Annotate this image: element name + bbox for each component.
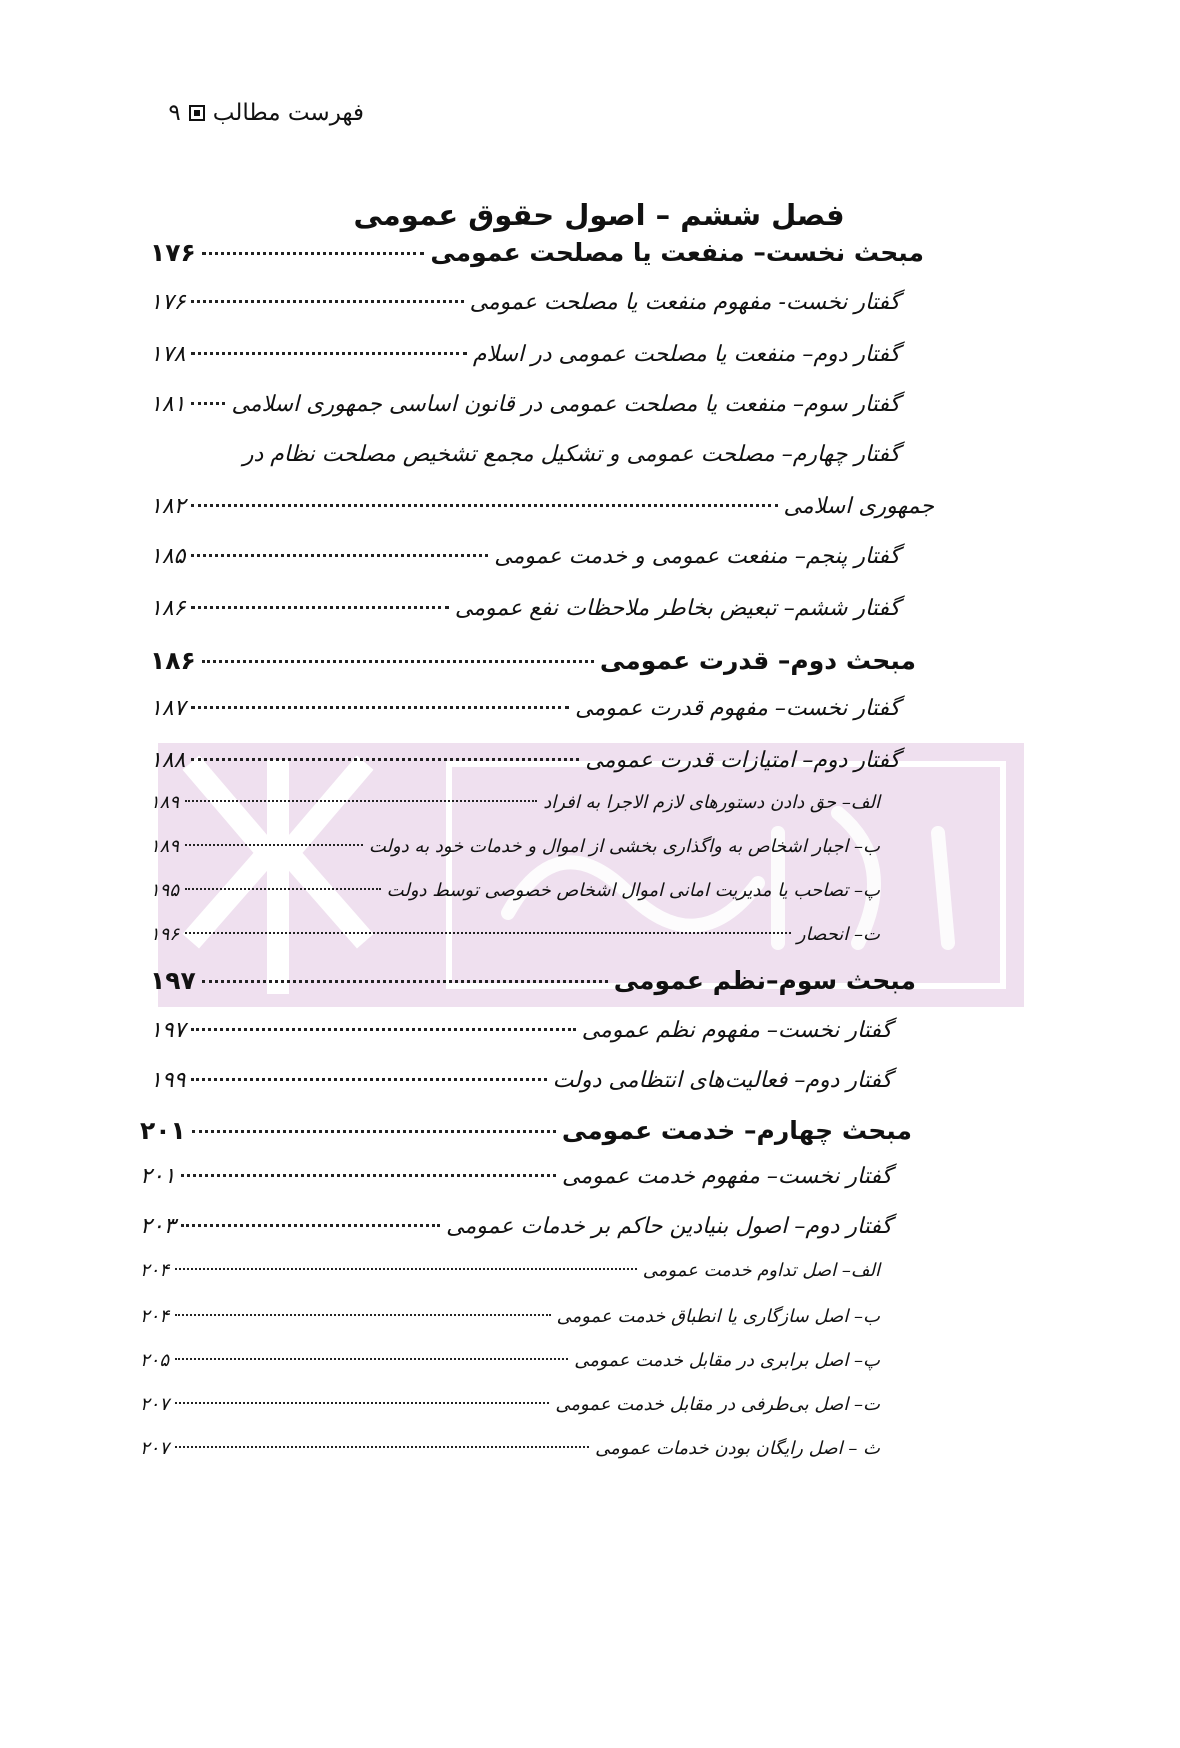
toc-entry-title: مبحث سوم–نظم عمومی xyxy=(613,966,916,995)
dot-leader xyxy=(175,1268,637,1270)
toc-entry-title: الف– حق دادن دستورهای لازم الاجرا به افراد xyxy=(543,792,880,813)
toc-page-number: ۱۸۷ xyxy=(150,696,186,721)
toc-page-number: ۲۰۳ xyxy=(140,1214,176,1239)
dot-leader xyxy=(185,844,363,846)
running-head xyxy=(140,100,364,126)
toc-page-number: ۱۸۱ xyxy=(150,392,186,417)
dot-leader xyxy=(202,252,425,255)
dot-leader xyxy=(191,606,448,609)
toc-entry-row xyxy=(150,544,900,569)
toc-page-number: ۱۷۶ xyxy=(150,238,196,267)
toc-entry-row xyxy=(150,924,880,945)
toc-page-number: ۲۰۴ xyxy=(140,1306,170,1327)
toc-page-number: ۲۰۵ xyxy=(140,1350,170,1371)
toc-page-number: ۱۸۹ xyxy=(150,836,180,857)
toc-entry-title: گفتار ششم– تبعیض بخاطر ملاحظات نفع عمومی xyxy=(454,596,900,621)
toc-entry-row xyxy=(140,1394,880,1415)
toc-page-number: ۲۰۱ xyxy=(140,1116,186,1145)
toc-entry-title: گفتار چهارم– مصلحت عمومی و تشکیل مجمع تشخیص مصلحت نظام در xyxy=(242,442,900,467)
toc-entry-row xyxy=(150,342,900,367)
toc-entry-title: گفتار دوم– امتیازات قدرت عمومی xyxy=(585,748,900,773)
toc-page-number: ۱۷۸ xyxy=(150,342,186,367)
dot-leader xyxy=(181,1174,556,1177)
toc-section-row xyxy=(150,646,916,675)
toc-entry-title: ت– اصل بی‌طرفی در مقابل خدمت عمومی xyxy=(555,1394,880,1415)
toc-section-row xyxy=(150,966,916,995)
dot-leader xyxy=(191,758,579,761)
dot-leader xyxy=(185,932,791,934)
toc-page-number: ۲۰۷ xyxy=(140,1438,170,1459)
toc-entry-title: گفتار سوم– منفعت یا مصلحت عمومی در قانون اساسی جمهوری اسلامی xyxy=(231,392,900,417)
toc-page-number: ۱۹۵ xyxy=(150,880,180,901)
dot-leader xyxy=(202,660,594,663)
toc-entry-row xyxy=(150,836,880,857)
toc-page-number: ۱۸۹ xyxy=(150,792,180,813)
dot-leader xyxy=(191,352,466,355)
running-head-page-number: ۹ xyxy=(168,100,181,126)
toc-entry-row xyxy=(150,494,934,519)
dot-leader xyxy=(191,706,569,709)
dot-leader xyxy=(191,402,225,405)
square-icon xyxy=(189,105,205,121)
toc-page-number: ۲۰۷ xyxy=(140,1394,170,1415)
toc-entry-title: ت– انحصار xyxy=(796,924,880,945)
toc-entry-title: جمهوری اسلامی xyxy=(783,494,934,519)
toc-entry-title: ث – اصل رایگان بودن خدمات عمومی xyxy=(595,1438,880,1459)
toc-entry-row xyxy=(150,696,900,721)
toc-entry-row xyxy=(140,1214,892,1239)
dot-leader xyxy=(192,1130,556,1133)
toc-entry-title: گفتار دوم– منفعت یا مصلحت عمومی در اسلام xyxy=(472,342,900,367)
toc-section-row xyxy=(150,238,924,267)
toc-entry-row xyxy=(150,748,900,773)
dot-leader xyxy=(175,1314,551,1316)
toc-page-number: ۱۹۶ xyxy=(150,924,180,945)
toc-entry-row xyxy=(150,792,880,813)
toc-entry-row xyxy=(150,392,900,417)
toc-page-number: ۱۸۸ xyxy=(150,748,186,773)
toc-entry-row xyxy=(150,596,900,621)
toc-entry-row xyxy=(140,1164,892,1189)
toc-page-number: ۱۸۶ xyxy=(150,646,196,675)
toc-entry-title: پ– اصل برابری در مقابل خدمت عمومی xyxy=(574,1350,880,1371)
dot-leader xyxy=(191,300,463,303)
toc-page-number: ۱۷۶ xyxy=(150,290,186,315)
toc-entry-title: گفتار نخست- مفهوم منفعت یا مصلحت عمومی xyxy=(469,290,900,315)
toc-entry-title: مبحث چهارم– خدمت عمومی xyxy=(561,1116,912,1145)
dot-leader xyxy=(185,800,537,802)
toc-entry-title: مبحث نخست– منفعت یا مصلحت عمومی xyxy=(430,238,924,267)
toc-entry-title: گفتار نخست– مفهوم خدمت عمومی xyxy=(562,1164,892,1189)
toc-page-number: ۱۹۷ xyxy=(150,966,196,995)
dot-leader xyxy=(191,1028,575,1031)
toc-entry-title: پ– تصاحب یا مدیریت امانی اموال اشخاص خصوصی توسط دولت xyxy=(386,880,880,901)
toc-entry-title: گفتار نخست– مفهوم قدرت عمومی xyxy=(575,696,900,721)
toc-page-number: ۲۰۴ xyxy=(140,1260,170,1281)
toc-entry-row xyxy=(150,880,880,901)
toc-page-number: ۱۸۶ xyxy=(150,596,186,621)
chapter-title: فصل ششم – اصول حقوق عمومی xyxy=(353,198,845,232)
dot-leader xyxy=(191,554,488,557)
toc-entry-title: گفتار نخست– مفهوم نظم عمومی xyxy=(581,1018,892,1043)
toc-entry-title: گفتار دوم– فعالیت‌های انتظامی دولت xyxy=(552,1068,892,1093)
dot-leader xyxy=(181,1224,440,1227)
toc-page-number: ۲۰۱ xyxy=(140,1164,176,1189)
toc-entry-row xyxy=(150,290,900,315)
toc-entry-row xyxy=(140,1260,880,1281)
toc-entry-row xyxy=(140,1350,880,1371)
toc-entry-row xyxy=(140,1438,880,1459)
toc-entry-row xyxy=(230,442,900,467)
dot-leader xyxy=(191,1078,546,1081)
toc-page-number: ۱۹۷ xyxy=(150,1018,186,1043)
toc-section-row xyxy=(140,1116,912,1145)
dot-leader xyxy=(175,1446,589,1448)
dot-leader xyxy=(175,1358,568,1360)
toc-entry-row xyxy=(150,1018,892,1043)
toc-entry-row xyxy=(150,1068,892,1093)
toc-entry-row xyxy=(140,1306,880,1327)
dot-leader xyxy=(175,1402,549,1404)
toc-entry-title: گفتار پنجم– منفعت عمومی و خدمت عمومی xyxy=(494,544,900,569)
toc-entry-title: مبحث دوم– قدرت عمومی xyxy=(599,646,916,675)
toc-entry-title: الف– اصل تداوم خدمت عمومی xyxy=(642,1260,880,1281)
toc-page-number: ۱۹۹ xyxy=(150,1068,186,1093)
dot-leader xyxy=(185,888,381,890)
toc-page-number: ۱۸۲ xyxy=(150,494,186,519)
toc-page-number: ۱۸۵ xyxy=(150,544,186,569)
dot-leader xyxy=(202,980,608,983)
running-head-title: فهرست مطالب xyxy=(212,100,364,126)
toc-entry-title: ب– اجبار اشخاص به واگذاری بخشی از اموال و خدمات خود به دولت xyxy=(368,836,880,857)
dot-leader xyxy=(191,504,777,507)
toc-entry-title: گفتار دوم– اصول بنیادین حاکم بر خدمات عمومی xyxy=(446,1214,892,1239)
toc-entry-title: ب– اصل سازگاری یا انطباق خدمت عمومی xyxy=(556,1306,880,1327)
